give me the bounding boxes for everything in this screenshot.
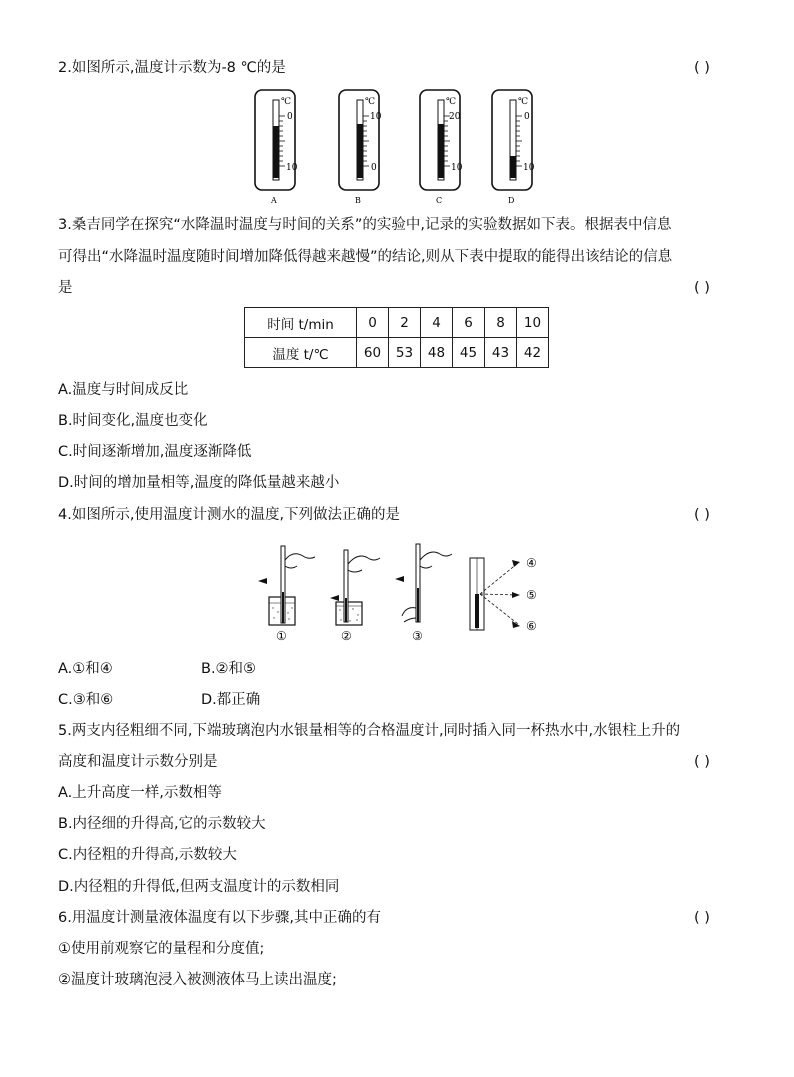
q6-step-2: ②温度计玻璃泡浸入被测液体马上读出温度; <box>58 972 337 988</box>
q5-option-c[interactable]: C.内径粗的升得高,示数较大 <box>58 847 237 863</box>
q4-option-b[interactable]: B.②和⑤ <box>201 661 257 677</box>
eye-icon <box>330 595 339 601</box>
eye-icon <box>512 560 520 567</box>
thermometer-c <box>420 90 463 205</box>
table-header-time: 时间 t/min <box>245 308 357 338</box>
table-row-time <box>245 308 549 338</box>
table-cell: 0 <box>357 308 389 338</box>
q4-option-d[interactable]: D.都正确 <box>201 692 261 708</box>
scene-3 <box>395 544 452 643</box>
thermometer-b-unit: ℃ <box>365 97 376 107</box>
figure-label-4: ④ <box>526 556 537 570</box>
q2-thermometer-figure <box>250 86 550 208</box>
q5-option-b[interactable]: B.内径细的升得高,它的示数较大 <box>58 816 266 832</box>
table-cell: 8 <box>485 308 517 338</box>
q5-option-a[interactable]: A.上升高度一样,示数相等 <box>58 785 222 801</box>
table-cell: 4 <box>421 308 453 338</box>
eye-icon <box>258 578 267 584</box>
scene-2 <box>330 550 380 643</box>
q3-option-b[interactable]: B.时间变化,温度也变化 <box>58 413 208 429</box>
thermometer-d-unit: ℃ <box>518 97 529 107</box>
q4-option-c[interactable]: C.③和⑥ <box>58 692 114 708</box>
q5-question-line-1: 5.两支内径粗细不同,下端玻璃泡内水银量相等的合格温度计,同时插入同一杯热水中,水银柱上升的 <box>58 723 681 739</box>
figure-label-1: ① <box>276 629 287 643</box>
thermometer-a-label: A <box>271 196 277 205</box>
q4-answer-paren[interactable]: ( ) <box>694 507 710 523</box>
table-cell: 6 <box>453 308 485 338</box>
thermometer-d-bottom-mark: 10 <box>523 163 535 173</box>
thermometer-a-unit: ℃ <box>281 97 292 107</box>
thermometer-a-top-mark: 0 <box>287 112 293 122</box>
thermometer-c-unit: ℃ <box>446 97 457 107</box>
table-cell: 2 <box>389 308 421 338</box>
q6-question-text: 6.用温度计测量液体温度有以下步骤,其中正确的有 <box>58 910 381 926</box>
table-row-temperature <box>245 338 549 368</box>
table-cell: 45 <box>453 338 485 368</box>
table-cell: 53 <box>389 338 421 368</box>
scene-reading-angles <box>470 556 537 633</box>
figure-label-2: ② <box>341 629 352 643</box>
thermometer-b-bottom-mark: 0 <box>371 163 377 173</box>
thermometer-d <box>492 90 535 205</box>
figure-label-6: ⑥ <box>526 619 537 633</box>
eye-icon <box>395 576 404 582</box>
q3-answer-paren[interactable]: ( ) <box>694 280 710 296</box>
q4-option-a[interactable]: A.①和④ <box>58 661 113 677</box>
q4-question-text: 4.如图所示,使用温度计测水的温度,下列做法正确的是 <box>58 507 401 523</box>
q4-measurement-figure <box>252 540 552 644</box>
figure-label-5: ⑤ <box>526 588 537 602</box>
q2-question-text: 2.如图所示,温度计示数为-8 ℃的是 <box>58 60 286 76</box>
thermometer-c-label: C <box>436 196 443 205</box>
thermometer-a <box>255 90 298 205</box>
thermometer-c-top-mark: 20 <box>449 112 461 122</box>
thermometer-c-bottom-mark: 10 <box>451 163 463 173</box>
thermometer-b-label: B <box>355 196 361 205</box>
scene-1 <box>258 546 315 643</box>
eye-icon <box>512 592 520 598</box>
q5-answer-paren[interactable]: ( ) <box>694 754 710 770</box>
q3-data-table <box>244 307 549 368</box>
thermometer-d-top-mark: 0 <box>524 112 530 122</box>
q6-answer-paren[interactable]: ( ) <box>694 910 710 926</box>
figure-label-3: ③ <box>412 629 423 643</box>
thermometer-b-top-mark: 10 <box>370 112 382 122</box>
q3-question-line-1: 3.桑吉同学在探究“水降温时温度与时间的关系”的实验中,记录的实验数据如下表。根据表中信息 <box>58 217 672 233</box>
table-cell: 42 <box>517 338 549 368</box>
table-header-temperature: 温度 t/℃ <box>245 338 357 368</box>
q3-question-line-2: 可得出“水降温时温度随时间增加降低得越来越慢”的结论,则从下表中提取的能得出该结论的信息 <box>58 249 673 265</box>
q5-question-line-2: 高度和温度计示数分别是 <box>58 754 218 770</box>
q3-option-d[interactable]: D.时间的增加量相等,温度的降低量越来越小 <box>58 475 340 491</box>
table-cell: 60 <box>357 338 389 368</box>
q3-option-c[interactable]: C.时间逐渐增加,温度逐渐降低 <box>58 444 252 460</box>
q3-question-line-3: 是 <box>58 280 73 296</box>
table-cell: 48 <box>421 338 453 368</box>
thermometer-a-bottom-mark: 10 <box>286 163 298 173</box>
thermometer-d-label: D <box>508 196 515 205</box>
q3-option-a[interactable]: A.温度与时间成反比 <box>58 382 189 398</box>
table-cell: 10 <box>517 308 549 338</box>
q2-answer-paren[interactable]: ( ) <box>694 60 710 76</box>
q6-step-1: ①使用前观察它的量程和分度值; <box>58 941 265 957</box>
table-cell: 43 <box>485 338 517 368</box>
q5-option-d[interactable]: D.内径粗的升得低,但两支温度计的示数相同 <box>58 879 340 895</box>
thermometer-b <box>339 90 382 205</box>
